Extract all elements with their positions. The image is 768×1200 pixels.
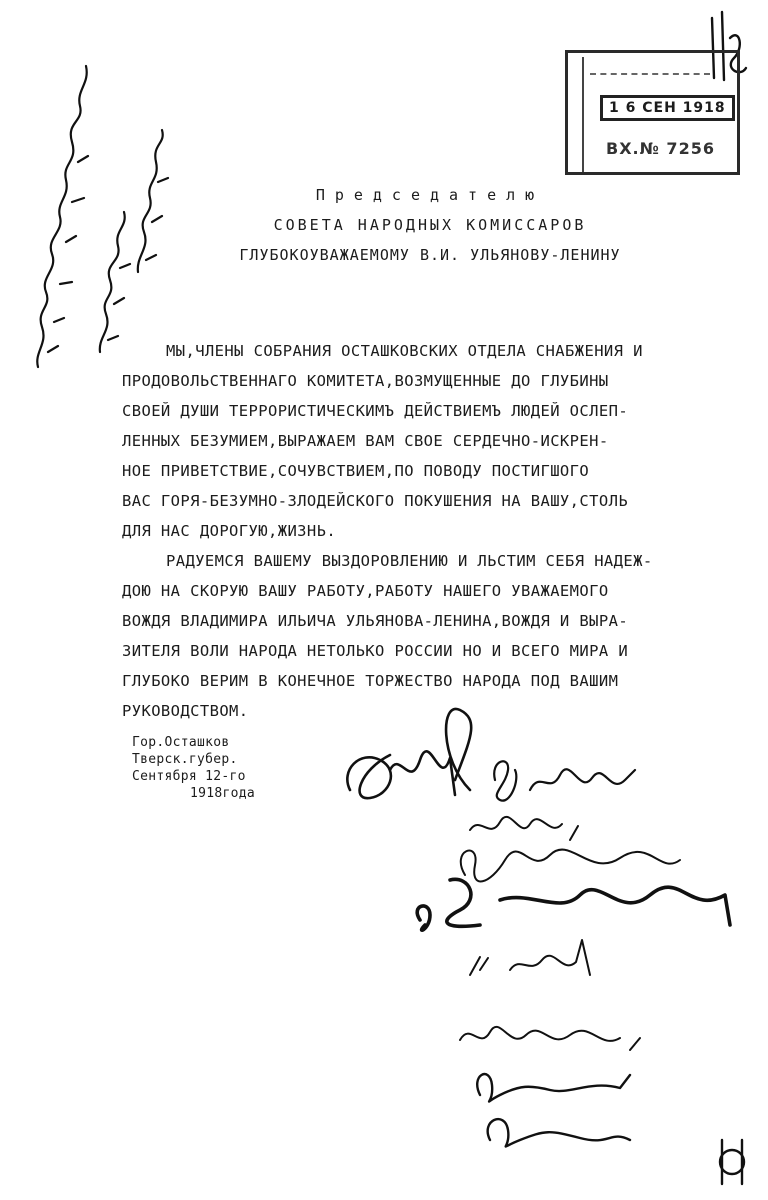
body-line: РАДУЕМСЯ ВАШЕМУ ВЫЗДОРОВЛЕНИЮ И ЛЬСТИМ СЕБЯ НАДЕЖ- [166, 552, 653, 570]
body-line: РУКОВОДСТВОМ. [122, 702, 249, 720]
body-line: ДОЮ НА СКОРУЮ ВАШУ РАБОТУ,РАБОТУ НАШЕГО УВАЖАЕМОГО [122, 582, 609, 600]
signature-8 [477, 1074, 630, 1101]
place-date-block [132, 734, 302, 802]
addressee-council: СОВЕТА НАРОДНЫХ КОМИССАРОВ [273, 216, 587, 234]
body-line: ДЛЯ НАС ДОРОГУЮ,ЖИЗНЬ. [122, 522, 337, 540]
date-day: Сентября 12-го [132, 769, 246, 784]
signatures-block [330, 700, 750, 1170]
signature-6 [470, 940, 590, 975]
body-line: ВАС ГОРЯ-БЕЗУМНО-ЗЛОДЕЙСКОГО ПОКУШЕНИЯ НА ВАШУ,СТОЛЬ [122, 492, 629, 510]
body-line: СВОЕЙ ДУШИ ТЕРРОРИСТИЧЕСКИМЪ ДЕЙСТВИЕМЪ ЛЮДЕЙ ОСЛЕП- [122, 402, 629, 420]
signature-2 [494, 761, 635, 800]
signature-7 [460, 1027, 640, 1050]
signature-9 [488, 1119, 630, 1146]
body-line: НОЕ ПРИВЕТСТВИЕ,СОЧУВСТВИЕМ,ПО ПОВОДУ ПОСТИГШОГО [122, 462, 590, 480]
body-line: МЫ,ЧЛЕНЫ СОБРАНИЯ ОСТАШКОВСКИХ ОТДЕЛА СНАБЖЕНИЯ И [166, 342, 643, 360]
place-city: Гор.Осташков [132, 735, 230, 750]
signature-4 [461, 850, 680, 882]
stamp-date: 1 6 СЕН 1918 [600, 95, 735, 121]
signature-1 [347, 709, 471, 798]
signature-5 [417, 879, 730, 930]
body-line: ГЛУБОКО ВЕРИМ В КОНЕЧНОЕ ТОРЖЕСТВО НАРОДА ПОД ВАШИМ [122, 672, 619, 690]
addressee-block [150, 180, 710, 270]
registration-stamp [565, 50, 740, 175]
letter-body [122, 336, 762, 726]
addressee-title: Председателю [315, 186, 545, 204]
stamp-number: ВХ.№ 7256 [606, 139, 715, 158]
addressee-name: ГЛУБОКОУВАЖАЕМОМУ В.И. УЛЬЯНОВУ-ЛЕНИНУ [239, 246, 621, 264]
place-province: Тверск.губер. [132, 752, 238, 767]
body-line: ПРОДОВОЛЬСТВЕННАГО КОМИТЕТА,ВОЗМУЩЕННЫЕ ДО ГЛУБИНЫ [122, 372, 609, 390]
archive-corner-mark [708, 1130, 758, 1190]
body-line: ВОЖДЯ ВЛАДИМИРА ИЛЬИЧА УЛЬЯНОВА-ЛЕНИНА,ВОЖДЯ И ВЫРА- [122, 612, 629, 630]
date-year: 1918года [190, 786, 256, 801]
signature-3 [470, 817, 578, 840]
body-line: ЛЕННЫХ БЕЗУМИЕМ,ВЫРАЖАЕМ ВАМ СВОЕ СЕРДЕЧНО-ИСКРЕН- [122, 432, 609, 450]
body-line: ЗИТЕЛЯ ВОЛИ НАРОДА НЕТОЛЬКО РОССИИ НО И ВСЕГО МИРА И [122, 642, 629, 660]
